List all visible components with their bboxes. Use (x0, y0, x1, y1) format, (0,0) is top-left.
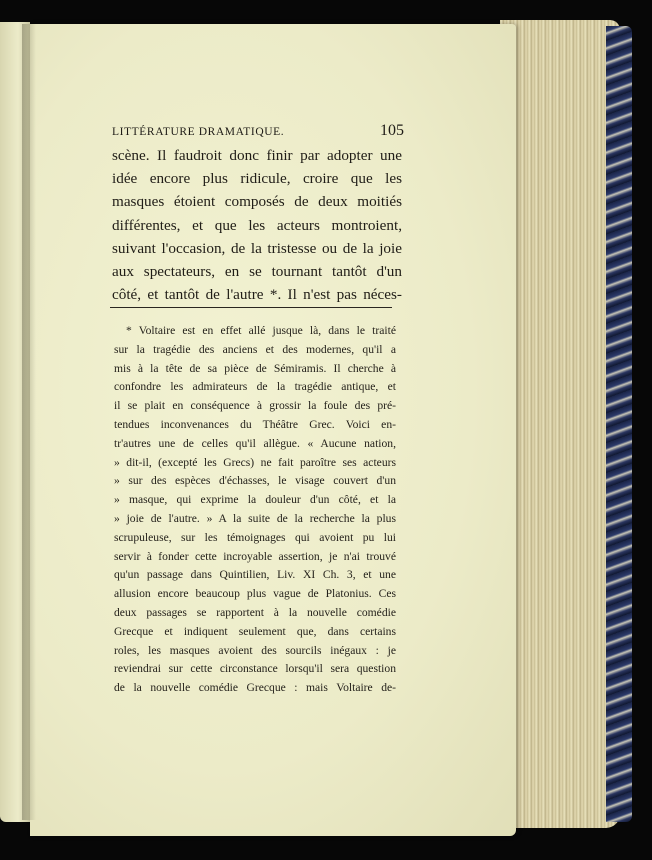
footnote-line: » joie de l'autre. » A la suite de la recherche la plus (114, 511, 396, 525)
page-number: 105 (380, 122, 404, 139)
footnote-line: qu'un passage dans Quintilien, Liv. XI Ch. 3, et une (114, 568, 396, 582)
footnote-line: de la nouvelle comédie Grecque : mais Voltaire de- (114, 681, 396, 695)
text-line: aux spectateurs, en se tournant tantôt d'un (112, 263, 402, 281)
footnote-line: scrupuleuse, sur les témoignages qui avoient pu lui (114, 530, 396, 544)
footnote-line: » sur des espèces d'échasses, le visage couvert d'un (114, 474, 396, 488)
footnote-line: servir à fonder cette incroyable assertion, je n'ai trouvé (114, 549, 396, 563)
marbled-cover (606, 26, 632, 822)
footnote-line: tr'autres une de celles qu'il allègue. « Aucune nation, (114, 436, 396, 450)
book-gutter (22, 24, 36, 820)
footnote-line: allusion encore beaucoup plus vague de Platonius. Ces (114, 587, 396, 601)
footnote-line: sur la tragédie des anciens et des modernes, qu'il a (114, 342, 396, 356)
footnote-line: roles, les masques avoient des sourcils inégaux : je (114, 643, 396, 657)
footnote-line: confondre les admirateurs de la tragédie antique, et (114, 380, 396, 394)
running-title: LITTÉRATURE DRAMATIQUE. (112, 126, 285, 138)
main-text (112, 144, 402, 306)
text-line: idée encore plus ridicule, croire que les (112, 170, 402, 188)
footnote-line: Grecque et indiquent seulement que, dans certains (114, 624, 396, 638)
page-edges (500, 20, 620, 828)
text-line: suivant l'occasion, de la tristesse ou de la joie (112, 239, 402, 257)
running-header (112, 124, 404, 142)
footnote-line: mis à la tête de sa pièce de Sémiramis. Il cherche à (114, 361, 396, 375)
text-line: côté, et tantôt de l'autre *. Il n'est pas néces- (112, 286, 402, 304)
footnote-line: » masque, qui exprime la douleur d'un côté, et la (114, 493, 396, 507)
footnote-line: deux passages se rapportent à la nouvelle comédie (114, 605, 396, 619)
footnote-rule (110, 307, 392, 308)
footnote-line: * Voltaire est en effet allé jusque là, dans le traité (126, 324, 396, 337)
footnote (114, 322, 396, 698)
text-line: scène. Il faudroit donc finir par adopter une (112, 147, 402, 164)
footnote-line: » dit-il, (excepté les Grecs) ne fait paroître ses acteurs (114, 455, 396, 469)
footnote-line: reviendrai sur cette circonstance lorsqu'il sera question (114, 662, 396, 676)
text-line: différentes, et que les acteurs montroient, (112, 216, 402, 234)
footnote-line: il se plait en conséquence à grossir la foule des pré- (114, 399, 396, 413)
footnote-line: tendues inconvenances du Théâtre Grec. Voici en- (114, 417, 396, 431)
text-line: masques étoient composés de deux moitiés (112, 193, 402, 211)
